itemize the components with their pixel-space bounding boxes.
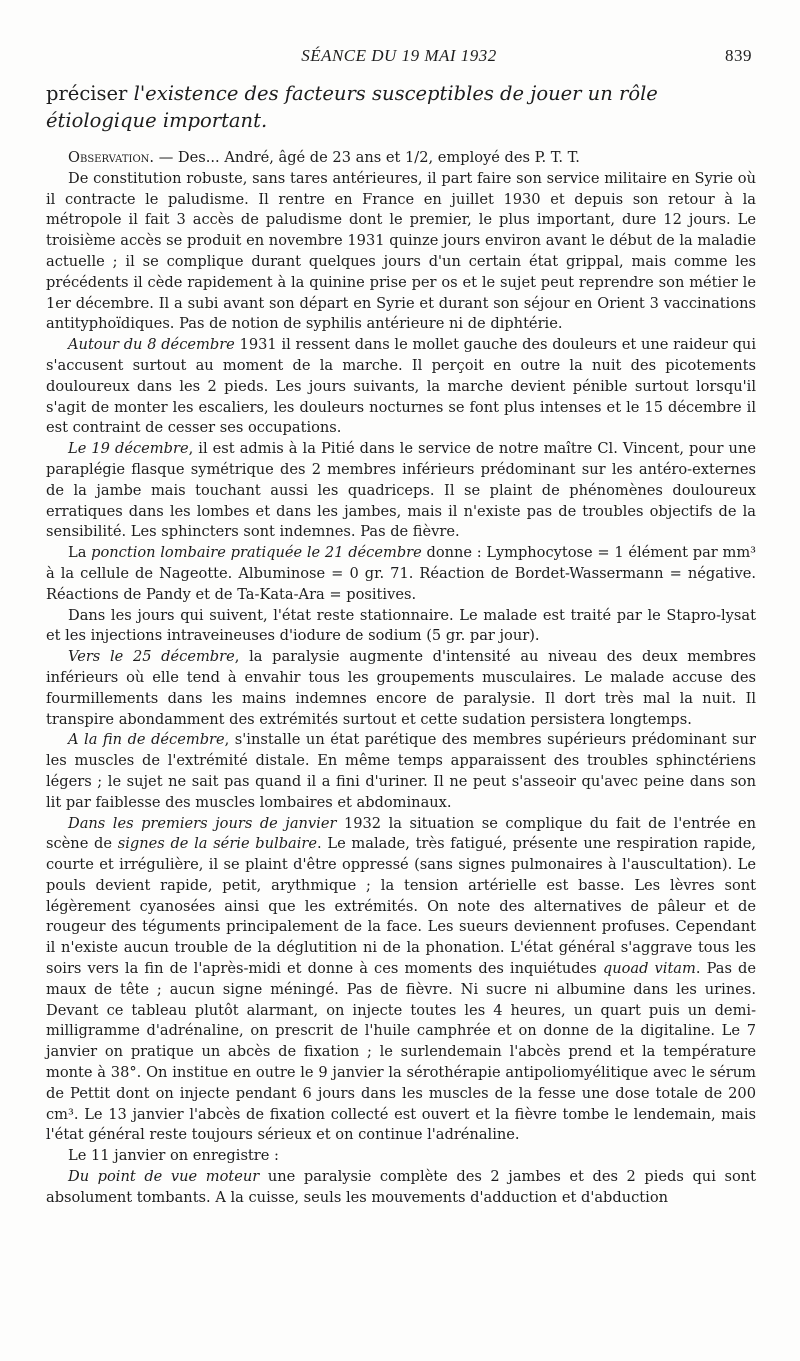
body-text — [46, 148, 756, 1209]
running-title: SÉANCE DU 19 MAI 1932 — [301, 46, 497, 65]
paragraph-end-december: A la fin de décembre, s'installe un état parétique des membres supérieurs prédominant sur les muscles de l'extrémité distale. En même temps apparaissent des troubles sphinctériens légers ; le sujet ne sait pas quand il a fini d'uriner. Il ne peut s'asseoir qu'avec peine dans son lit par faiblesse des muscles lombaires et abdominaux. — [46, 731, 756, 811]
paragraph-25-december: Vers le 25 décembre, la paralysie augmente d'intensité au niveau des deux membres inférieurs où elle tend à envahir tous les groupements musculaires. Le malade accuse des fourmillements dans les mains indemnes encore de paralysie. Il dort très mal la nuit. Il transpire abondamment des extrémités surtout et cette sudation persistera longtemps. — [46, 648, 756, 728]
paragraph-11-january: Le 11 janvier on enregistre : — [68, 1147, 279, 1165]
paragraph-treatment: Dans les jours qui suivent, l'état reste stationnaire. Le malade est traité par le Stapro-lysat et les injections intraveineuses d'iodure de sodium (5 gr. par jour). — [46, 606, 756, 645]
paragraph-history: De constitution robuste, sans tares antérieures, il part faire son service militaire en Syrie où il contracte le paludisme. Il rentre en France en juillet 1930 et depuis son retour à la métropole il fait 3 accès de paludisme dont le premier, le plus important, dure 12 jours. Le troisième accès se produit en novembre 1931 quinze jours environ avant le début de la maladie actuelle ; il se complique durant quelques jours d'un certain état grippal, mais comme les précédents il cède rapidement à la quinine prise per os et le sujet peut reprendre son métier le 1er décembre. Il a subi avant son départ en Syrie et durant son séjour en Orient 3 vaccinations antityphoïdiques. Pas de notion de syphilis antérieure ni de diphtérie. — [46, 169, 756, 333]
paragraph-lumbar-puncture: La ponction lombaire pratiquée le 21 décembre donne : Lymphocytose = 1 élément par mm³ à la cellule de Nageotte. Albuminose = 0 gr. 71. Réaction de Bordet-Wassermann = négative. Réactions de Pandy et de Ta-Kata-Ara = positives. — [46, 544, 757, 603]
observation-label: Observation. — [68, 149, 155, 166]
page-number: 839 — [725, 46, 752, 65]
paragraph-8-december: Autour du 8 décembre 1931 il ressent dans le mollet gauche des douleurs et une raideur qui s'accusent surtout au moment de la marche. Il perçoit en outre la nuit des picotements douloureux dans les 2 pieds. Les jours suivants, la marche devient pénible surtout lorsqu'il s'agit de monter les escaliers, les douleurs nocturnes se font plus intenses et le 15 décembre il est contraint de cesser ses occupations. — [46, 336, 756, 437]
paragraph-19-december: Le 19 décembre, il est admis à la Pitié dans le service de notre maître Cl. Vincent, pour une paraplégie flasque symétrique des 2 membres inférieurs prédominant sur les antéro-externes de la jambe mais touchant aussi les quadriceps. Il se plaint de phénomènes douloureux erratiques dans les lombes et dans les jambes, mais il n'existe pas de troubles objectifs de la sensibilité. Les sphincters sont indemnes. Pas de fièvre. — [46, 440, 756, 541]
running-header — [46, 46, 752, 70]
paragraph-january: Dans les premiers jours de janvier 1932 la situation se complique du fait de l'entrée en scène de signes de la série bulbaire. Le malade, très fatigué, présente une respiration rapide, courte et irrégulière, il se plaint d'être oppressé (sans signes pulmonaires à l'auscultation). Le pouls devient rapide, petit, arythmique ; la tension artérielle est basse. Les lèvres sont légèrement cyanosées ainsi que les extrémités. On note des alternatives de pâleur et de rougeur des téguments principalement de la face. Les sueurs deviennent profuses. Cependant il n'existe aucun trouble de la déglutition ni de la phonation. L'état général s'aggrave tous les soirs vers la fin de l'après-midi et donne à ces moments des inquiétudes quoad vitam. Pas de maux de tête ; aucun signe méningé. Pas de fièvre. Ni sucre ni albumine dans les urines. Devant ce tableau plutôt alarmant, on injecte toutes les 4 heures, un quart puis un demi-milligramme d'adrénaline, on prescrit de l'huile camphrée et on donne de la digitaline. Le 7 janvier on pratique un abcès de fixation ; le surlendemain l'abcès prend et la température monte à 38°. On institue en outre le 9 janvier la sérothérapie antipoliomyélitique avec le sérum de Pettit dont on injecte pendant 6 jours dans les muscles de la fesse une dose totale de 200 cm³. Le 13 janvier l'abcès de fixation collecté est ouvert et la fièvre tombe le lendemain, mais l'état général reste toujours sérieux et on continue l'adrénaline. — [46, 814, 757, 1144]
lead-italic: l'existence des facteurs susceptibles de jouer un rôle étiologique important. — [46, 82, 658, 132]
paragraph-observation: Observation. — Des... André, âgé de 23 ans et 1/2, employé des P. T. T. — [68, 149, 580, 166]
lead-sentence — [46, 80, 756, 134]
lead-prefix: préciser — [46, 82, 134, 105]
paragraph-motor: Du point de vue moteur une paralysie complète des 2 jambes et des 2 pieds qui sont absolument tombants. A la cuisse, seuls les mouvements d'adduction et d'abduction — [46, 1168, 756, 1206]
